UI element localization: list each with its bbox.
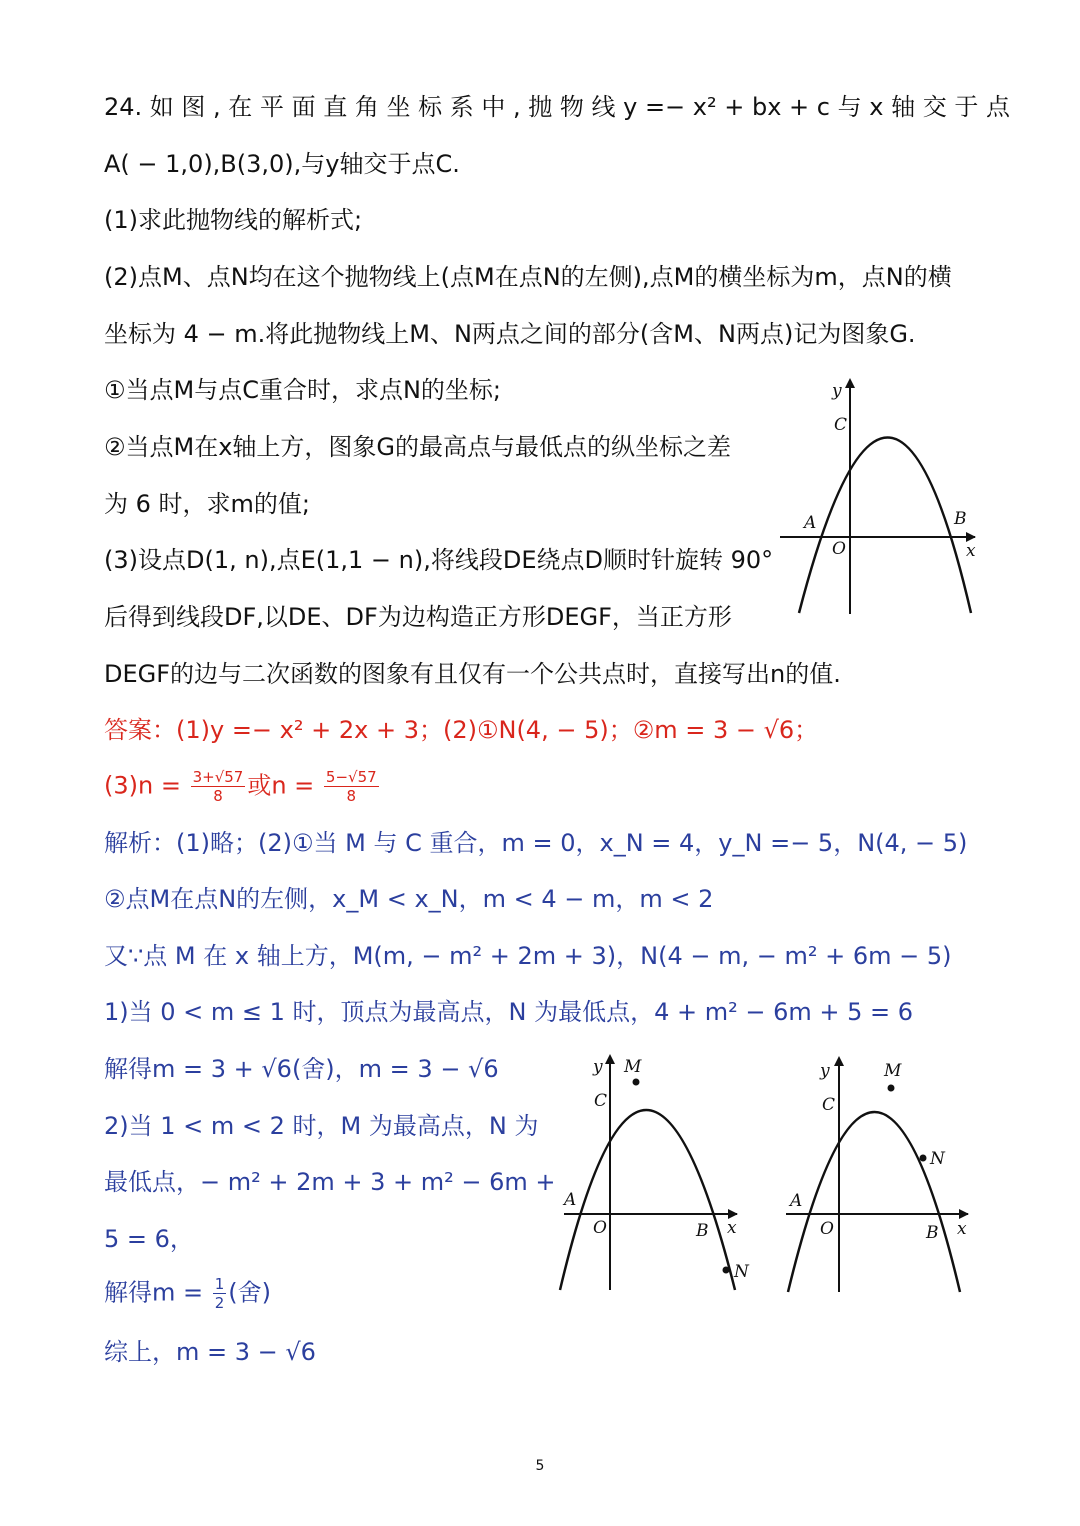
label-m: M <box>884 1061 902 1081</box>
label-c: C <box>822 1095 836 1115</box>
label-a: A <box>790 1191 803 1211</box>
label-y: y <box>820 1061 830 1081</box>
label-o: O <box>832 539 846 559</box>
figure-case-1 <box>550 1050 750 1295</box>
label-x: x <box>957 1219 967 1239</box>
problem-line-10: 后得到线段DF,以DE、DF为边构造正方形DEGF，当正方形 <box>104 603 732 631</box>
label-c: C <box>594 1091 608 1111</box>
label-o: O <box>820 1219 834 1239</box>
answer-fraction-1 <box>191 768 246 805</box>
answer-fraction-2 <box>324 768 379 805</box>
point-n <box>723 1267 730 1274</box>
problem-line-11: DEGF的边与二次函数的图象有且仅有一个公共点时，直接写出n的值. <box>104 660 841 688</box>
problem-line-4: (2)点M、点N均在这个抛物线上(点M在点N的左侧),点M的横坐标为m，点N的横 <box>104 263 952 291</box>
point-m <box>633 1079 640 1086</box>
analysis-line-9 <box>104 1275 271 1312</box>
x-axis-arrow <box>959 1209 969 1219</box>
label-b: B <box>696 1221 709 1241</box>
fraction-numerator: 1 <box>214 1275 225 1293</box>
label-c: C <box>834 415 848 435</box>
label-o: O <box>593 1218 607 1238</box>
y-axis-arrow <box>834 1056 844 1066</box>
problem-line-5: 坐标为 4 − m.将此抛物线上M、N两点之间的部分(含M、N两点)记为图象G. <box>104 320 916 348</box>
y-axis-arrow <box>845 378 855 388</box>
answer-n-prefix: (3)n = <box>104 771 189 800</box>
analysis-line-1: 解析：(1)略；(2)①当 M 与 C 重合，m = 0，x_N = 4，y_N =− 5，N(4, − 5) <box>104 829 968 857</box>
label-x: x <box>966 541 976 561</box>
problem-line-8: 为 6 时，求m的值; <box>104 490 310 518</box>
answer-or-text: 或n = <box>247 771 322 800</box>
parabola-curve <box>799 438 971 614</box>
analysis-line-4: 1)当 0 < m ≤ 1 时，顶点为最高点，N 为最低点，4 + m² − 6m + 5 = 6 <box>104 998 914 1026</box>
figure-problem-parabola <box>780 374 980 624</box>
fraction-denominator: 8 <box>213 787 223 805</box>
problem-line-1: 24. 如 图 , 在 平 面 直 角 坐 标 系 中 , 抛 物 线 y =− x² + bx + c 与 x 轴 交 于 点 <box>104 93 1010 121</box>
problem-line-3: (1)求此抛物线的解析式; <box>104 206 363 234</box>
fraction-numerator: 3+√57 <box>192 768 244 786</box>
label-y: y <box>832 381 842 401</box>
analysis-fraction <box>213 1275 227 1312</box>
label-n: N <box>930 1149 945 1169</box>
analysis-solve-prefix: 解得m = <box>104 1278 211 1307</box>
analysis-line-2: ②点M在点N的左侧，x_M < x_N，m < 4 − m，m < 2 <box>104 885 714 913</box>
problem-line-7: ②当点M在x轴上方，图象G的最高点与最低点的纵坐标之差 <box>104 433 732 461</box>
analysis-line-8: 5 = 6， <box>104 1225 194 1253</box>
label-m: M <box>624 1057 642 1077</box>
figure-case-2 <box>780 1052 980 1297</box>
label-b: B <box>926 1223 939 1243</box>
problem-line-9: (3)设点D(1, n),点E(1,1 − n),将线段DE绕点D顺时针旋转 90° <box>104 546 774 574</box>
point-m <box>888 1085 895 1092</box>
point-n <box>920 1155 927 1162</box>
answer-line-1: 答案：(1)y =− x² + 2x + 3；(2)①N(4, − 5)；②m = 3 − √6； <box>104 716 819 744</box>
label-x: x <box>727 1218 737 1238</box>
label-a: A <box>804 513 817 533</box>
fraction-denominator: 8 <box>346 787 357 805</box>
label-n: N <box>734 1262 749 1282</box>
label-a: A <box>564 1190 577 1210</box>
problem-line-2: A( − 1,0),B(3,0),与y轴交于点C. <box>104 150 460 178</box>
label-b: B <box>954 509 967 529</box>
parabola-curve <box>560 1110 735 1290</box>
fraction-denominator: 2 <box>214 1294 225 1312</box>
analysis-line-6: 2)当 1 < m < 2 时，M 为最高点，N 为 <box>104 1112 539 1140</box>
label-y: y <box>593 1057 603 1077</box>
parabola-curve <box>788 1112 960 1292</box>
answer-line-2 <box>104 768 381 805</box>
fraction-numerator: 5−√57 <box>325 768 377 786</box>
analysis-line-3: 又∵点 M 在 x 轴上方，M(m, − m² + 2m + 3)，N(4 − m, − m² + 6m − 5) <box>104 942 952 970</box>
analysis-line-10: 综上，m = 3 − √6 <box>104 1338 316 1366</box>
problem-line-6: ①当点M与点C重合时，求点N的坐标; <box>104 376 502 404</box>
y-axis-arrow <box>605 1054 615 1064</box>
page-number: 5 <box>535 1458 545 1474</box>
analysis-line-7: 最低点，− m² + 2m + 3 + m² − 6m + <box>104 1168 556 1196</box>
analysis-discard-text: (舍) <box>228 1278 272 1307</box>
analysis-line-5: 解得m = 3 + √6(舍)，m = 3 − √6 <box>104 1055 499 1083</box>
